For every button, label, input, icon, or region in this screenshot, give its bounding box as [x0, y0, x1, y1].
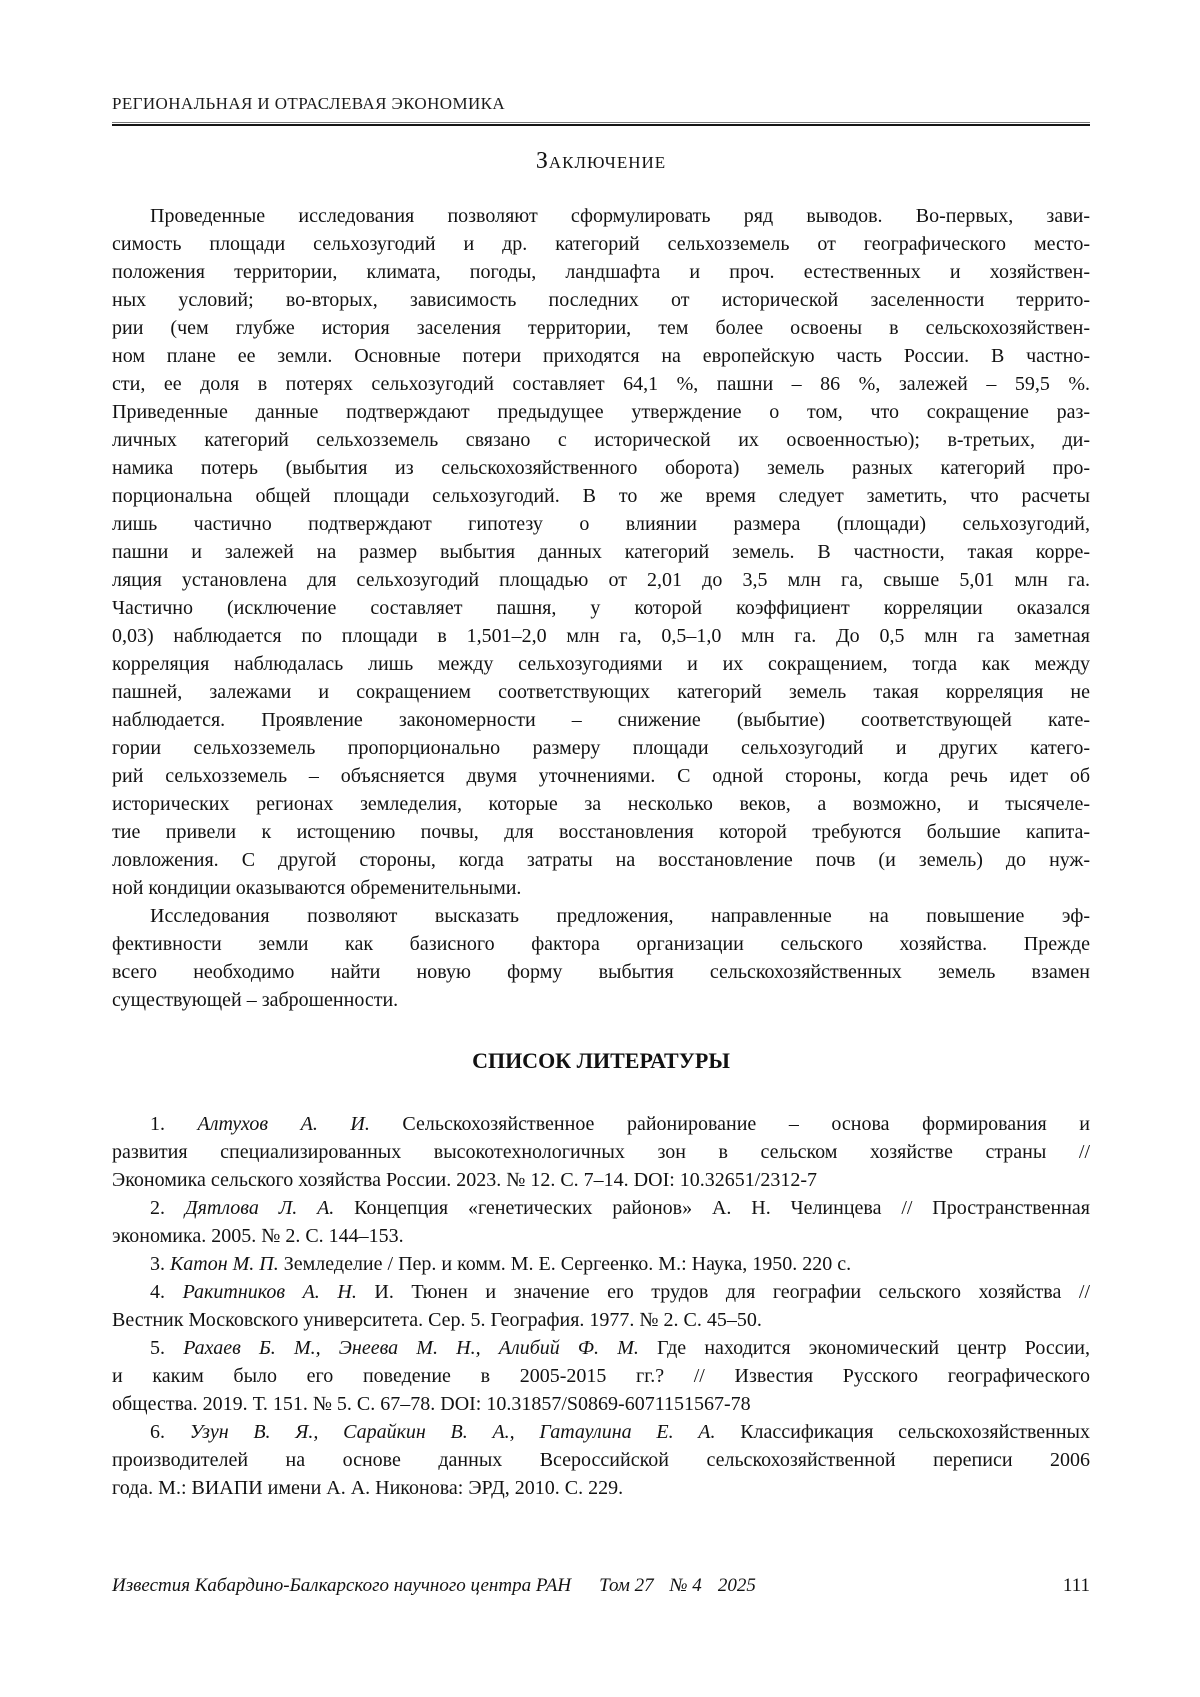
text-line: исторических регионах земледелия, которые за несколько веков, а возможно, и тысячеле- — [112, 793, 1090, 815]
text-line: существующей – заброшенности. — [112, 989, 399, 1011]
conclusion-paragraph-1 — [112, 202, 1090, 902]
text-line: Экономика сельского хозяйства России. 2023. № 12. С. 7–14. DOI: 10.32651/2312-7 — [112, 1169, 817, 1191]
text-line: ловложения. С другой стороны, когда затраты на восстановление почв (и земель) до нуж- — [112, 849, 1090, 871]
text-line: симость площади сельхозугодий и др. категорий сельхозземель от географического место- — [112, 233, 1090, 255]
text-line: и каким было его поведение в 2005-2015 гг.? // Известия Русского географического — [112, 1365, 1090, 1387]
text-line: ном плане ее земли. Основные потери приходятся на европейскую часть России. В частно- — [112, 345, 1090, 367]
header-rule — [112, 122, 1090, 126]
text-line: ной кондиции оказываются обременительными. — [112, 877, 522, 899]
text-line: года. М.: ВИАПИ имени А. А. Никонова: ЭРД, 2010. С. 229. — [112, 1477, 624, 1499]
text-line: пашни и залежей на размер выбытия данных категорий земель. В частности, такая корре- — [112, 541, 1090, 563]
reference-item-1 — [112, 1110, 1090, 1194]
references-list — [112, 1110, 1090, 1502]
text-line: сти, ее доля в потерях сельхозугодий составляет 64,1 %, пашни – 86 %, залежей – 59,5 %. — [112, 373, 1090, 395]
text-line: Частично (исключение составляет пашня, у которой коэффициент корреляции оказался — [112, 597, 1090, 619]
text-line: наблюдается. Проявление закономерности – снижение (выбытие) соответствующей кате- — [112, 709, 1090, 731]
reference-item-2 — [112, 1194, 1090, 1250]
text-line: 5. Рахаев Б. М., Энеева М. Н., Алибий Ф. М. Где находится экономический центр России, — [150, 1337, 1091, 1359]
text-line: 2. Дятлова Л. А. Концепция «генетических районов» А. Н. Челинцева // Пространственная — [150, 1197, 1090, 1219]
reference-item-3 — [112, 1250, 1090, 1278]
text-line: пашней, залежами и сокращением соответствующих категорий земель такая корреляция не — [112, 681, 1090, 703]
text-line: личных категорий сельхозземель связано с исторической их освоенностью); в-третьих, ди- — [112, 429, 1090, 451]
references-title: СПИСОК ЛИТЕРАТУРЫ — [472, 1048, 730, 1073]
text-line: 6. Узун В. Я., Сарайкин В. А., Гатаулина Е. А. Классификация сельскохозяйственных — [150, 1421, 1090, 1443]
conclusion-paragraph-2 — [112, 902, 1090, 1014]
text-line: общества. 2019. Т. 151. № 5. С. 67–78. DOI: 10.31857/S0869-6071151567-78 — [112, 1393, 751, 1415]
text-line: ляция установлена для сельхозугодий площадью от 2,01 до 3,5 млн га, свыше 5,01 млн га. — [112, 569, 1090, 591]
page-number: 111 — [1062, 1575, 1090, 1596]
text-line: экономика. 2005. № 2. С. 144–153. — [112, 1225, 404, 1247]
text-line: положения территории, климата, погоды, ландшафта и проч. естественных и хозяйствен- — [112, 261, 1090, 283]
text-line: всего необходимо найти новую форму выбытия сельскохозяйственных земель взамен — [112, 961, 1090, 983]
text-line: Вестник Московского университета. Сер. 5. География. 1977. № 2. С. 45–50. — [112, 1309, 762, 1331]
text-line: развития специализированных высокотехнологичных зон в сельском хозяйстве страны // — [112, 1141, 1090, 1163]
text-line: 0,03) наблюдается по площади в 1,501–2,0 млн га, 0,5–1,0 млн га. До 0,5 млн га заметная — [112, 625, 1090, 647]
text-line: корреляция наблюдалась лишь между сельхозугодиями и их сокращением, тогда как между — [112, 653, 1090, 675]
reference-item-6 — [112, 1418, 1090, 1502]
text-line: гории сельхозземель пропорционально размеру площади сельхозугодий и других катего- — [112, 737, 1090, 759]
conclusion-title: Заключение — [535, 148, 667, 174]
text-line: ных условий; во-вторых, зависимость последних от исторической заселенности террито- — [112, 289, 1090, 311]
text-line: 1. Алтухов А. И. Сельскохозяйственное районирование – основа формирования и — [150, 1113, 1091, 1135]
running-head: РЕГИОНАЛЬНАЯ И ОТРАСЛЕВАЯ ЭКОНОМИКА — [112, 94, 506, 113]
text-line: производителей на основе данных Всероссийской сельскохозяйственной переписи 2006 — [112, 1449, 1090, 1471]
text-line: 3. Катон М. П. Земледелие / Пер. и комм. М. Е. Сергеенко. М.: Наука, 1950. 220 с. — [150, 1253, 852, 1275]
journal-title: Известия Кабардино-Балкарского научного центра РАН — [112, 1575, 572, 1596]
text-line: лишь частично подтверждают гипотезу о влиянии размера (площади) сельхозугодий, — [112, 513, 1090, 535]
text-line: 4. Ракитников А. Н. И. Тюнен и значение его трудов для географии сельского хозяйства // — [150, 1281, 1091, 1303]
text-line: рий сельхозземель – объясняется двумя уточнениями. С одной стороны, когда речь идет об — [112, 765, 1090, 787]
footer — [112, 1574, 1090, 1598]
reference-item-5 — [112, 1334, 1090, 1418]
text-line: Приведенные данные подтверждают предыдущее утверждение о том, что сокращение раз- — [112, 401, 1090, 423]
text-line: фективности земли как базисного фактора организации сельского хозяйства. Прежде — [112, 933, 1090, 955]
text-line: порциональна общей площади сельхозугодий. В то же время следует заметить, что расчеты — [112, 485, 1090, 507]
conclusion-body — [112, 202, 1090, 1014]
text-line: тие привели к истощению почвы, для восстановления которой требуются большие капита- — [112, 821, 1090, 843]
reference-item-4 — [112, 1278, 1090, 1334]
issue-label: № 4 — [669, 1575, 702, 1596]
text-line: Проведенные исследования позволяют сформулировать ряд выводов. Во-первых, зави- — [150, 205, 1090, 227]
text-line: Исследования позволяют высказать предложения, направленные на повышение эф- — [150, 905, 1090, 927]
year-label: 2025 — [717, 1575, 756, 1596]
volume-label: Том 27 — [599, 1575, 654, 1596]
text-line: рии (чем глубже история заселения территории, тем более освоены в сельскохозяйствен- — [112, 317, 1090, 339]
text-line: намика потерь (выбытия из сельскохозяйственного оборота) земель разных категорий про- — [112, 457, 1090, 479]
